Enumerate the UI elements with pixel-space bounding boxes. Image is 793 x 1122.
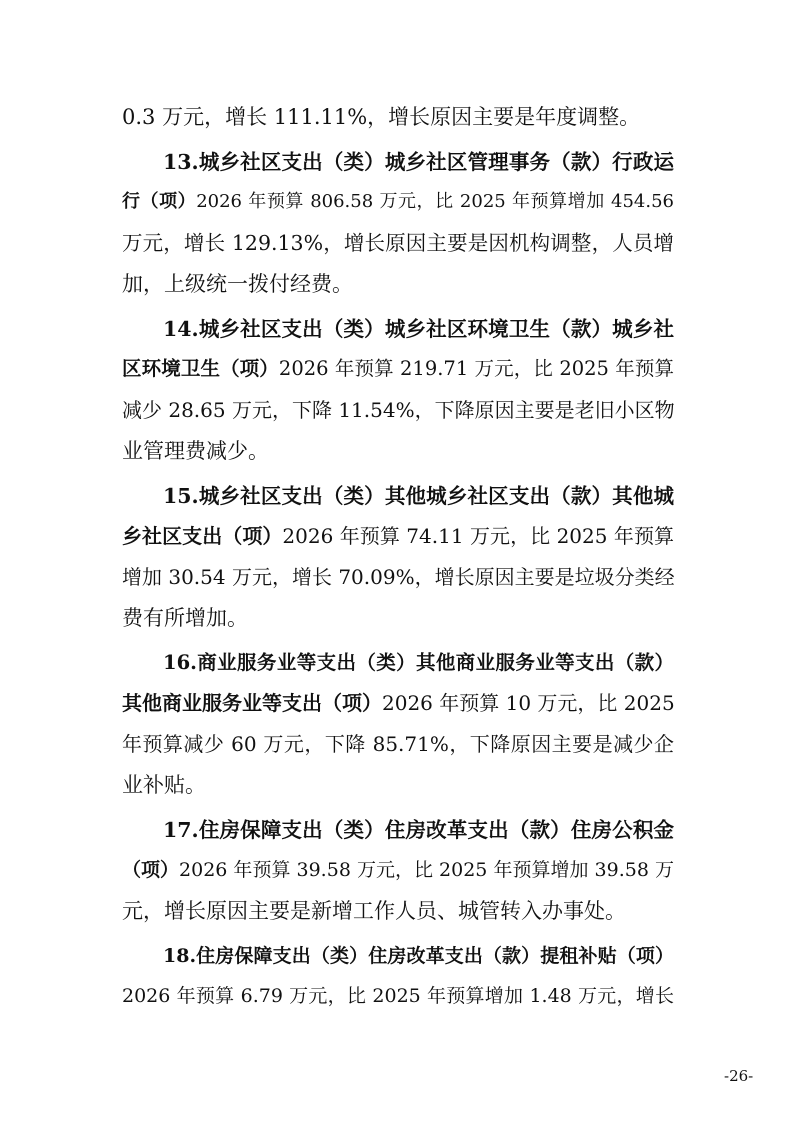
paragraph-line: 2026 年预算 6.79 万元，比 2025 年预算增加 1.48 万元，增长 <box>122 985 674 1007</box>
paragraph-line: 增加 30.54 万元，增长 70.09%，增长原因主要是垃圾分类经 <box>122 565 675 589</box>
paragraph-heading-line: 13.城乡社区支出（类）城乡社区管理事务（款）行政运 <box>163 150 674 174</box>
paragraph-heading-line: 16.商业服务业等支出（类）其他商业服务业等支出（款） <box>163 651 674 674</box>
paragraph-line: 乡社区支出（项）2026 年预算 74.11 万元，比 2025 年预算 <box>122 524 674 548</box>
paragraph-line: 业管理费减少。 <box>122 439 269 463</box>
paragraph-heading-line: 17.住房保障支出（类）住房改革支出（款）住房公积金 <box>163 818 674 842</box>
paragraph-line: 行（项）2026 年预算 806.58 万元，比 2025 年预算增加 454.56 <box>122 191 674 212</box>
paragraph-line: 0.3 万元，增长 111.11%，增长原因主要是年度调整。 <box>122 105 641 129</box>
paragraph-line: 业补贴。 <box>122 773 206 797</box>
page-number: -26- <box>724 1067 754 1085</box>
paragraph-line: 万元，增长 129.13%，增长原因主要是因机构调整，人员增 <box>122 231 674 255</box>
paragraph-heading-line: 15.城乡社区支出（类）其他城乡社区支出（款）其他城 <box>163 484 674 508</box>
paragraph-line: 年预算减少 60 万元，下降 85.71%，下降原因主要是减少企 <box>122 732 674 756</box>
paragraph-line: 减少 28.65 万元，下降 11.54%，下降原因主要是老旧小区物 <box>122 398 675 422</box>
paragraph-heading-line: 14.城乡社区支出（类）城乡社区环境卫生（款）城乡社 <box>163 317 674 341</box>
paragraph-line: （项）2026 年预算 39.58 万元，比 2025 年预算增加 39.58 万 <box>122 859 674 881</box>
paragraph-line: 其他商业服务业等支出（项）2026 年预算 10 万元，比 2025 <box>122 691 675 715</box>
paragraph-line: 费有所增加。 <box>122 606 248 630</box>
paragraph-line: 加，上级统一拨付经费。 <box>122 272 353 296</box>
paragraph-heading-line: 18.住房保障支出（类）住房改革支出（款）提租补贴（项） <box>163 945 674 967</box>
paragraph-line: 区环境卫生（项）2026 年预算 219.71 万元，比 2025 年预算 <box>122 357 674 380</box>
paragraph-line: 元，增长原因主要是新增工作人员、城管转入办事处。 <box>122 899 626 923</box>
